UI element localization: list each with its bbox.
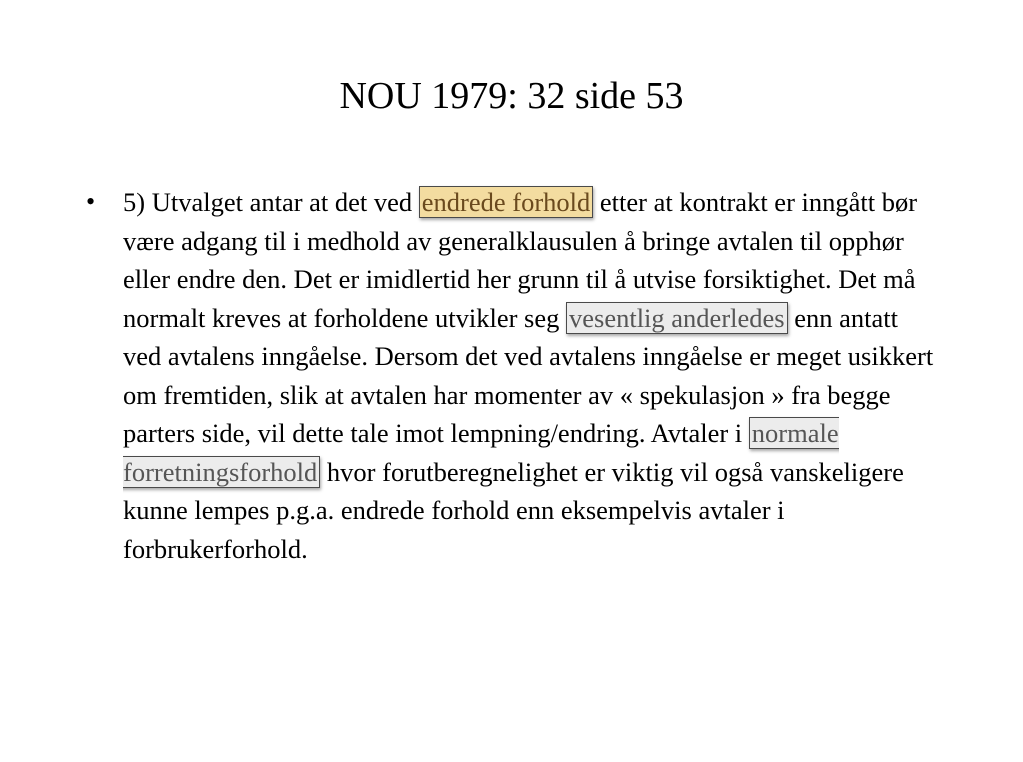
text-segment: enn antatt ved avtalens inngåelse. Dersom det ved avtalens inngåelse er meget usikkert om fremtiden, slik at avtalen har momenter av « spekulasjon » fra begge parters side, vil dette tale imot lempning/endring. Avtaler i <box>123 302 934 448</box>
text-segment: 5) Utvalget antar at det ved <box>123 187 419 217</box>
text-segment: etter at kontrakt er inngått bør være adgang til i medhold av generalklausulen å bringe avtalen til opphør eller endre den. Det er imidlertid her grunn til å utvise forsiktighet. Det må normalt kreves at forholdene utvikler seg <box>123 187 918 333</box>
slide-title: NOU 1979: 32 side 53 <box>339 75 684 117</box>
text-segment: hvor forutberegnelighet er viktig vil også vanskeligere kunne lempes p.g.a. endrede forhold enn eksempelvis avtaler i forbrukerforhold. <box>123 456 904 564</box>
highlight-normale-forretningsforhold: normale forretningsforhold <box>123 418 839 487</box>
bullet-paragraph <box>123 183 935 568</box>
highlight-endrede-forhold: endrede forhold <box>419 186 594 218</box>
bullet-marker: • <box>86 187 96 216</box>
highlight-vesentlig-anderledes: vesentlig anderledes <box>566 302 788 334</box>
